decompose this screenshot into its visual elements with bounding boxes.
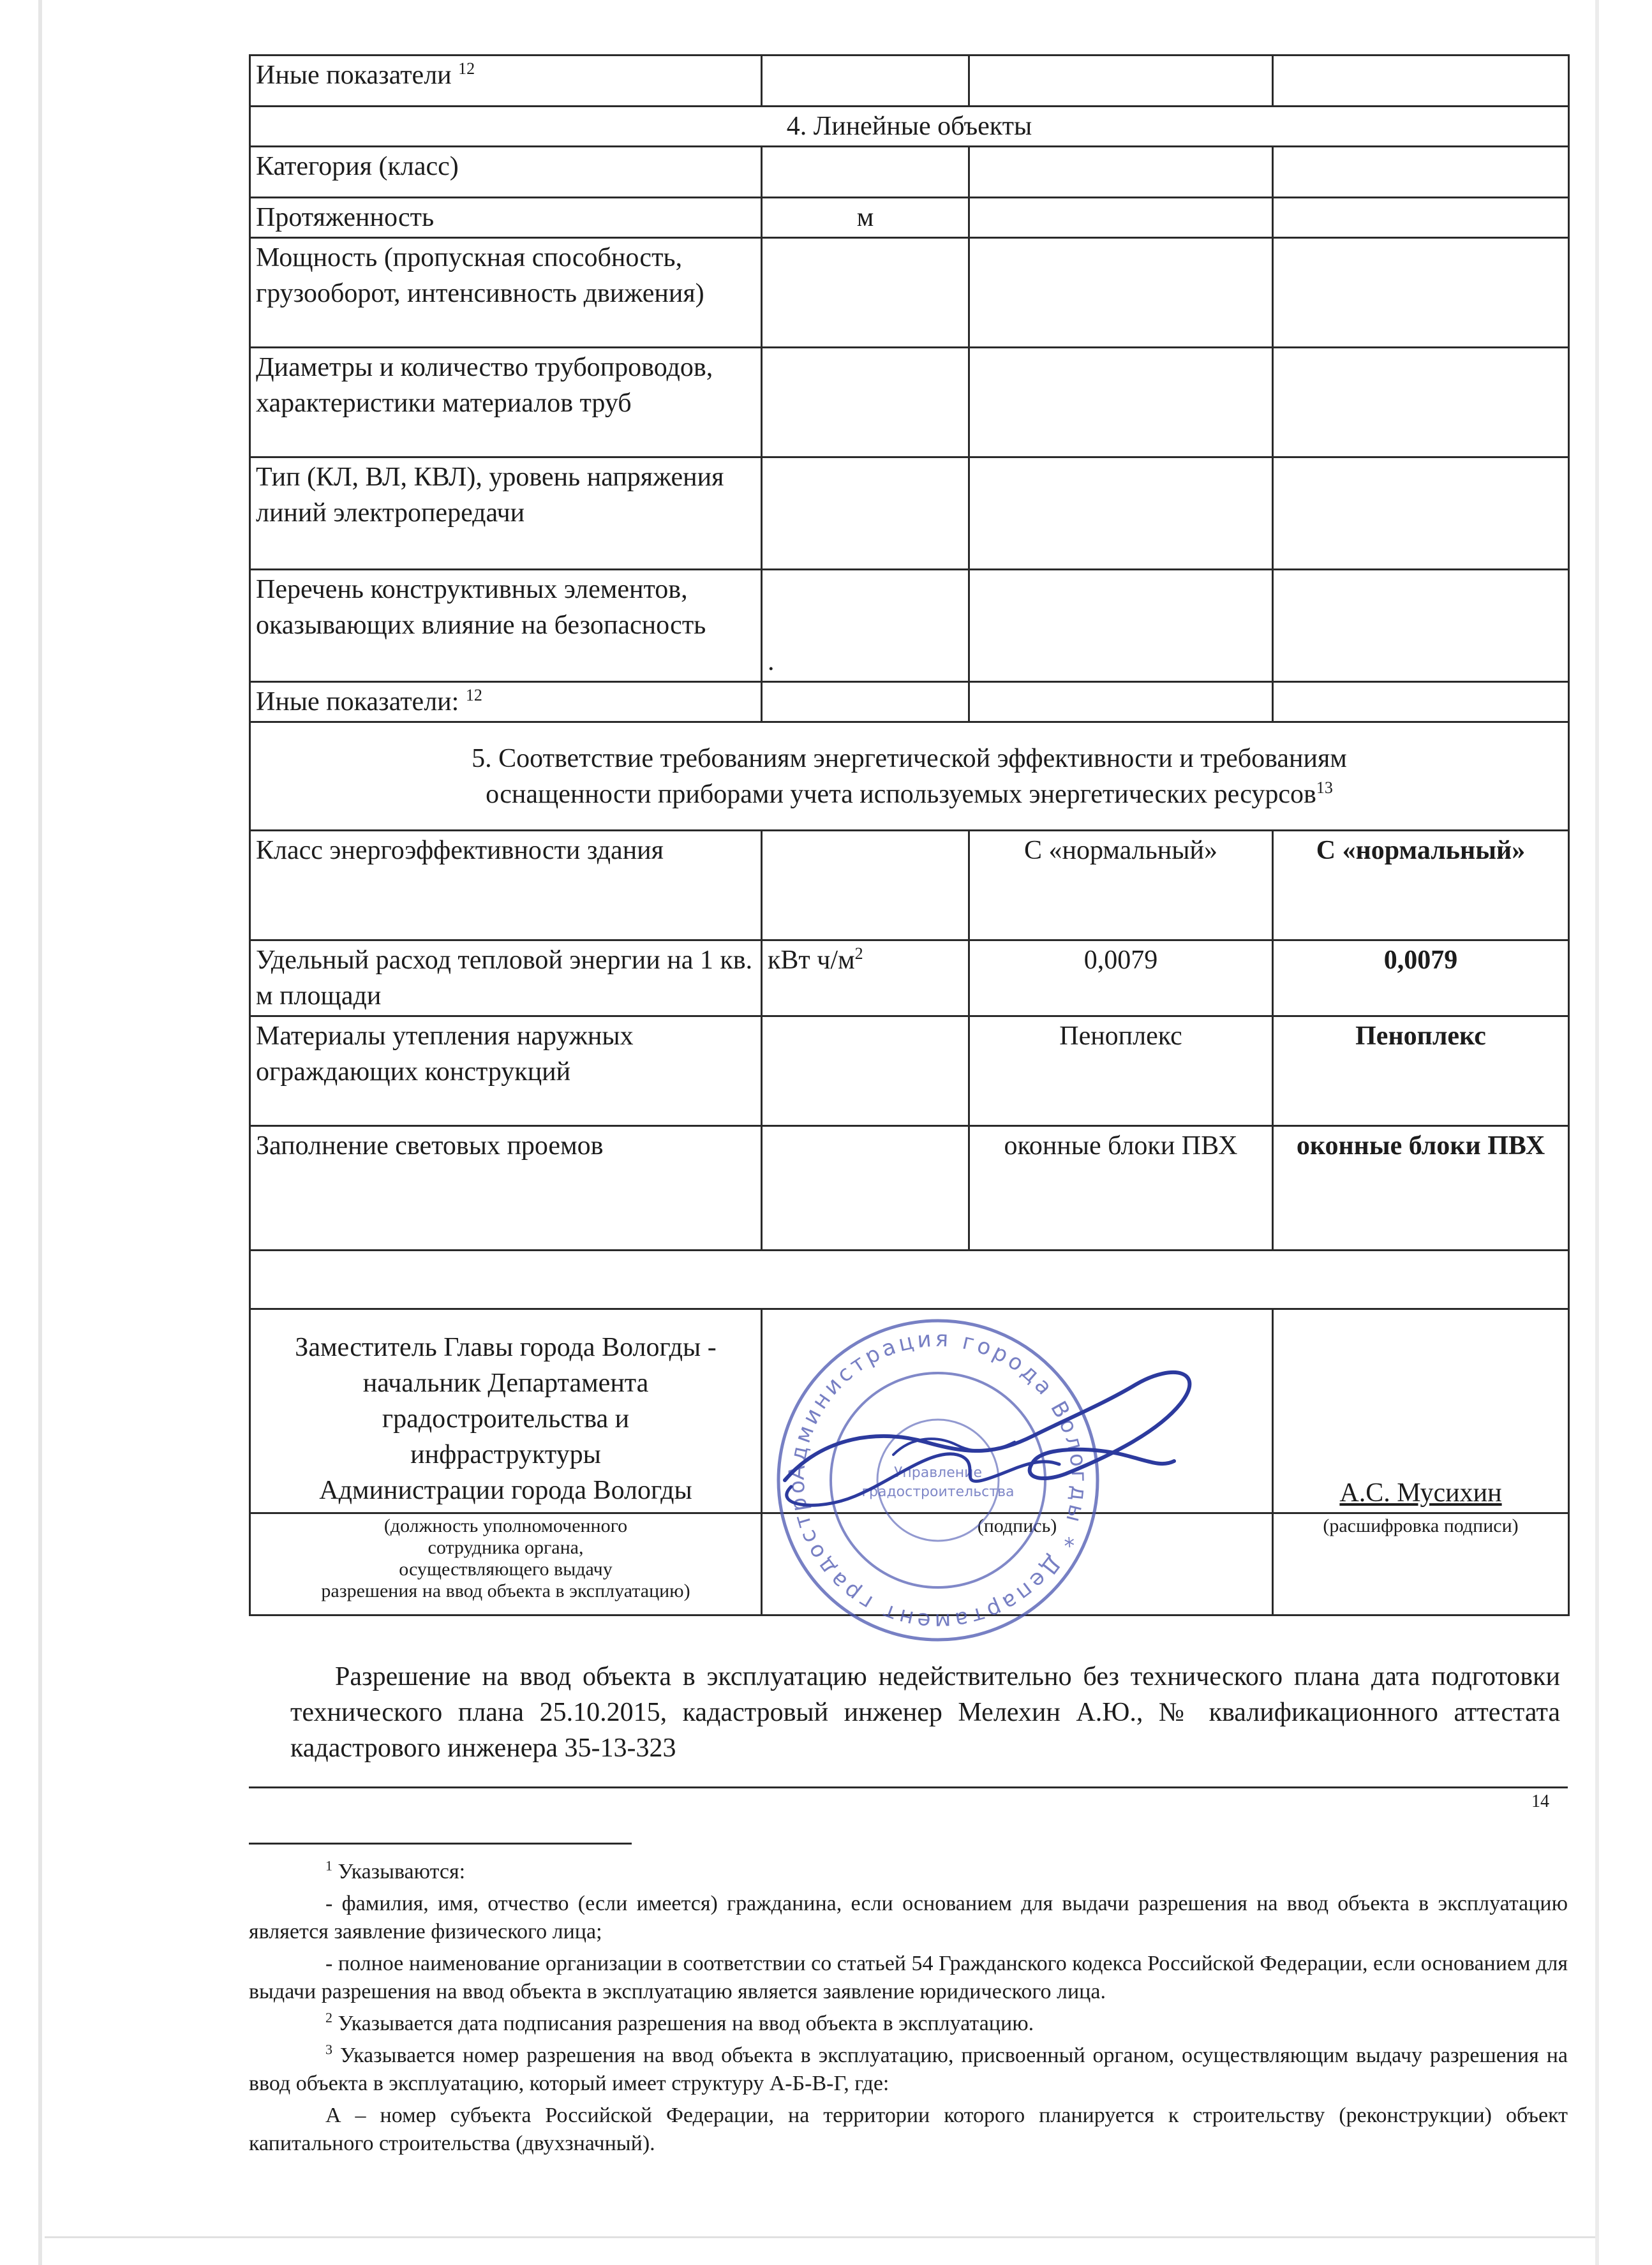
fact-cell: [1273, 570, 1569, 682]
technical-plan-note: Разрешение на ввод объекта в эксплуатацию недействительно без технического плана дата подготовки технического плана 25.10.2015, кадастровый инженер Мелехин А.Ю., № квалификационного аттестата кадастрового инженера 35-13-323: [290, 1662, 1560, 1763]
section5-title-line2: оснащенности приборами учета используемых энергетических ресурсов$^{13}$: [486, 778, 1333, 809]
unit-cell: .: [762, 570, 969, 682]
stamp-outer-text: Администрация города Вологды * Департамент градостро: [784, 1326, 1092, 1635]
page-number: 14: [1531, 1792, 1549, 1811]
project-cell: [969, 238, 1273, 348]
unit-cell: [762, 147, 969, 198]
project-cell: [969, 570, 1273, 682]
official-position: [250, 1309, 762, 1513]
table-row: [250, 56, 1569, 107]
footnote-separator: [249, 1843, 632, 1845]
scan-edge-left: [38, 0, 42, 2265]
row-label: Удельный расход тепловой энергии на 1 кв. м площади: [250, 940, 762, 1016]
row-label: Диаметры и количество трубопроводов, характеристики материалов труб: [250, 348, 762, 457]
position-line: Заместитель Главы города Вологды -: [295, 1333, 717, 1362]
unit-cell: [762, 682, 969, 722]
signature-row: [250, 1309, 1569, 1513]
table-row: [250, 457, 1569, 570]
table-row: [250, 1126, 1569, 1251]
row-label: Протяженность: [250, 198, 762, 238]
row-label: Категория (класс): [250, 147, 762, 198]
fact-cell: [1273, 348, 1569, 457]
unit-cell: [762, 348, 969, 457]
row-label: Иные показатели: $^{12}$: [250, 682, 762, 722]
project-cell: [969, 147, 1273, 198]
project-cell: Пеноплекс: [969, 1016, 1273, 1126]
footnote: - фамилия, имя, отчество (если имеется) гражданина, если основанием для выдачи разрешения на ввод объекта в эксплуатацию является заявление физического лица;: [249, 1892, 1568, 1943]
signature-hints-row: [250, 1513, 1569, 1615]
footnotes: [249, 1858, 1568, 2162]
hint-position: [250, 1513, 762, 1615]
fact-cell: 0,0079: [1273, 940, 1569, 1016]
hint-line: разрешения на ввод объекта в эксплуатацию): [321, 1580, 690, 1601]
scan-edge-bottom: [45, 2236, 1595, 2238]
section5-title-line1: 5. Соответствие требованиям энергетической эффективности и требованиям: [472, 743, 1347, 773]
project-cell: [969, 682, 1273, 722]
unit-cell: [762, 1016, 969, 1126]
footnote: $^1$ Указываются:: [325, 1857, 466, 1883]
table-row: [250, 198, 1569, 238]
row-label: Мощность (пропускная способность, грузооборот, интенсивность движения): [250, 238, 762, 348]
project-cell: [969, 457, 1273, 570]
project-cell: [969, 198, 1273, 238]
table-row: [250, 147, 1569, 198]
row-label: Заполнение световых проемов: [250, 1126, 762, 1251]
fact-cell: Пеноплекс: [1273, 1016, 1569, 1126]
unit-cell: м: [762, 198, 969, 238]
row-label: Иные показатели $^{12}$: [250, 56, 762, 107]
fact-cell: С «нормальный»: [1273, 831, 1569, 940]
empty-cell: [250, 1251, 1569, 1309]
row-label: Материалы утепления наружных ограждающих конструкций: [250, 1016, 762, 1126]
hint-line: (должность уполномоченного: [383, 1515, 628, 1536]
divider: [249, 1786, 1568, 1788]
footnote: $^3$ Указывается номер разрешения на ввод объекта в эксплуатацию, присвоенный органом, осуществляющим выдачу разрешения на ввод объекта в эксплуатацию, который имеет структуру А-Б-В-Г, где:: [249, 2041, 1568, 2095]
table-row: [250, 940, 1569, 1016]
footnote: $^2$ Указывается дата подписания разрешения на ввод объекта в эксплуатацию.: [325, 2009, 1034, 2035]
section-header: [250, 722, 1569, 831]
hint-line: сотрудника органа,: [428, 1537, 584, 1558]
unit-cell: [762, 56, 969, 107]
unit-cell: [762, 831, 969, 940]
fact-cell: [1273, 147, 1569, 198]
table-row: [250, 1016, 1569, 1126]
hint-name: (расшифровка подписи): [1273, 1513, 1569, 1615]
position-line: градостроительства и: [382, 1404, 630, 1434]
fact-cell: [1273, 238, 1569, 348]
signatory-name: А.С. Мусихин: [1273, 1309, 1569, 1513]
stamp-center-text-2: градостроительства: [861, 1484, 1015, 1500]
hint-line: осуществляющего выдачу: [399, 1559, 613, 1580]
project-cell: С «нормальный»: [969, 831, 1273, 940]
fact-cell: [1273, 457, 1569, 570]
hint-signature: (подпись): [762, 1513, 1273, 1615]
table-row: [250, 238, 1569, 348]
table-row: [250, 831, 1569, 940]
stamp-center-text-1: Управление: [893, 1465, 983, 1481]
row-label: Тип (КЛ, ВЛ, КВЛ), уровень напряжения линий электропередачи: [250, 457, 762, 570]
unit-cell: [762, 457, 969, 570]
position-line: начальник Департамента: [362, 1369, 649, 1398]
table-row: [250, 570, 1569, 682]
project-cell: [969, 56, 1273, 107]
project-cell: оконные блоки ПВХ: [969, 1126, 1273, 1251]
signature-cell: [762, 1309, 1273, 1513]
footnote: - полное наименование организации в соответствии со статьей 54 Гражданского кодекса Российской Федерации, если основанием для выдачи разрешения на ввод объекта в эксплуатацию является заявление юридического лица.: [249, 1952, 1568, 2003]
row-label: Перечень конструктивных элементов, оказывающих влияние на безопасность: [250, 570, 762, 682]
fact-cell: [1273, 198, 1569, 238]
fact-cell: оконные блоки ПВХ: [1273, 1126, 1569, 1251]
fact-cell: [1273, 682, 1569, 722]
table-row: [250, 682, 1569, 722]
row-label: Класс энергоэффективности здания: [250, 831, 762, 940]
table-row: [250, 348, 1569, 457]
project-cell: 0,0079: [969, 940, 1273, 1016]
unit-cell: [762, 238, 969, 348]
fact-cell: [1273, 56, 1569, 107]
indicators-table: [249, 54, 1570, 1616]
unit-cell: кВт $ч/м^2$: [762, 940, 969, 1016]
section-header: [250, 107, 1569, 147]
position-line: Администрации города Вологды: [319, 1476, 692, 1505]
spacer-row: [250, 1251, 1569, 1309]
position-line: инфраструктуры: [410, 1440, 601, 1469]
unit-cell: [762, 1126, 969, 1251]
project-cell: [969, 348, 1273, 457]
section5-title: [250, 722, 1569, 831]
footnote: А – номер субъекта Российской Федерации, на территории которого планируется к строительству (реконструкции) объект капитального строительства (двухзначный).: [249, 2104, 1568, 2155]
scan-edge-right: [1595, 0, 1599, 2265]
section4-title: 4. Линейные объекты: [250, 107, 1569, 147]
